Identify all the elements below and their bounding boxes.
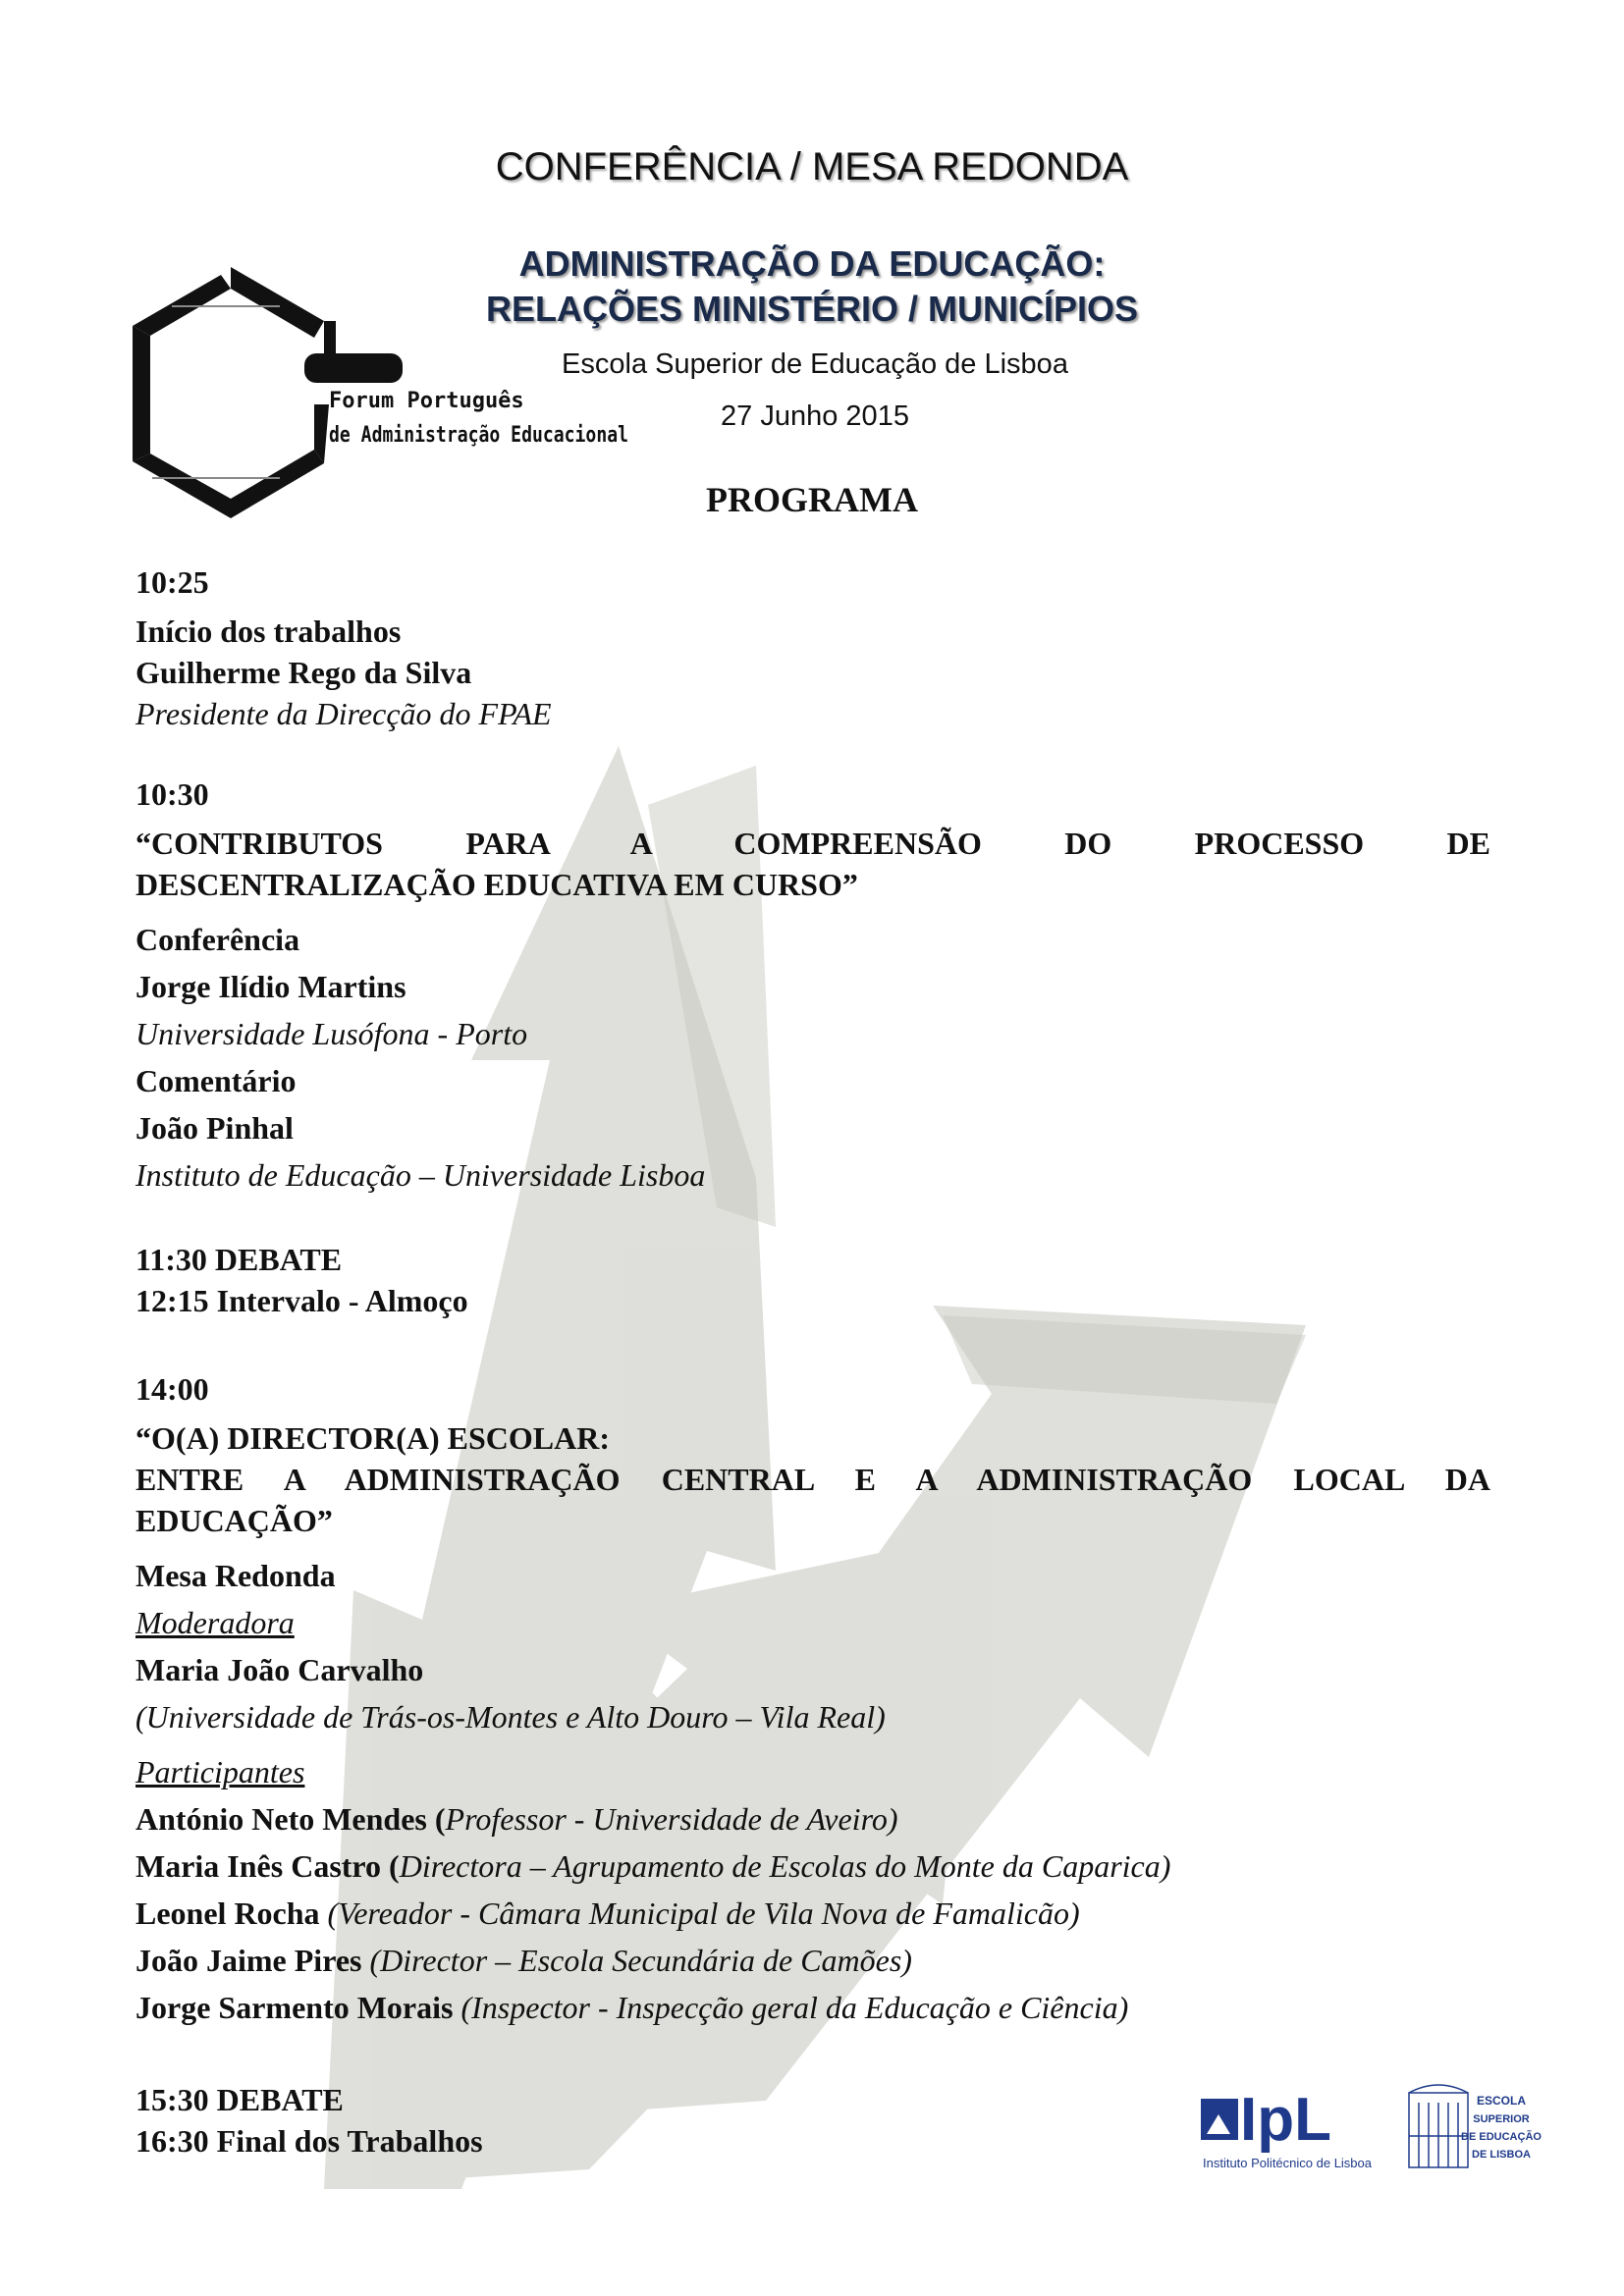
programa-heading: PROGRAMA [706, 480, 918, 519]
session-3-title-line1: “O(A) DIRECTOR(A) ESCOLAR: [135, 1420, 610, 1456]
participants-label: Participantes [135, 1754, 305, 1789]
final-session: 16:30 Final dos Trabalhos [135, 2123, 483, 2159]
participant-open: ( [426, 1801, 446, 1837]
participant-item [135, 1987, 1490, 2028]
ipl-name: Instituto Politécnico de Lisboa [1203, 2156, 1372, 2170]
session-2-comment-speaker: João Pinhal [135, 1110, 294, 1146]
session-3-title-line2: ENTRE A ADMINISTRAÇÃO CENTRAL E A ADMINISTRAÇÃO LOCAL DA [135, 1462, 1490, 1497]
participant-role: (Vereador - Câmara Municipal de Vila Nova de Famalicão) [327, 1896, 1080, 1931]
fpae-logo-line1: Forum Português [329, 389, 524, 413]
subtitle-line1: ADMINISTRAÇÃO DA EDUCAÇÃO: [518, 243, 1106, 284]
participant-item [135, 1845, 1490, 1887]
session-1-role: Presidente da Direcção do FPAE [135, 696, 552, 731]
participant-item [135, 1940, 1490, 1981]
session-2-title-line1: “CONTRIBUTOS PARA A COMPREENSÃO DO PROCESSO DE [135, 826, 1490, 861]
moderator-name: Maria João Carvalho [135, 1652, 424, 1687]
participant-name: Leonel Rocha [135, 1896, 320, 1931]
eselx-line1: ESCOLA [1476, 2094, 1527, 2108]
session-2-conference-speaker: Jorge Ilídio Martins [135, 969, 406, 1004]
participant-open [320, 1896, 328, 1931]
break-1 [135, 1239, 1490, 1321]
participants-list [135, 1798, 1490, 2028]
eselx-line4: DE LISBOA [1472, 2149, 1531, 2161]
session-3 [135, 1368, 1490, 2034]
lunch-break: 12:15 Intervalo - Almoço [135, 1283, 468, 1318]
participant-name: João Jaime Pires [135, 1943, 362, 1978]
participant-item [135, 1798, 1490, 1840]
session-3-title-line3: EDUCAÇÃO” [135, 1503, 333, 1538]
participant-open: ( [381, 1848, 400, 1884]
event-date: 27 Junho 2015 [721, 400, 909, 432]
session-1 [135, 561, 1490, 734]
page-title: CONFERÊNCIA / MESA REDONDA [495, 145, 1129, 188]
participant-name: António Neto Mendes [135, 1801, 427, 1837]
debate-1: 11:30 DEBATE [135, 1242, 343, 1277]
session-2-conference-label: Conferência [135, 922, 300, 957]
session-2 [135, 774, 1490, 1196]
participant-role: (Director – Escola Secundária de Camões) [369, 1943, 912, 1978]
venue: Escola Superior de Educação de Lisboa [562, 348, 1068, 380]
session-1-time: 10:25 [135, 564, 209, 600]
session-2-comment-affiliation: Instituto de Educação – Universidade Lisboa [135, 1157, 706, 1193]
session-2-comment-label: Comentário [135, 1063, 297, 1098]
participant-name: Jorge Sarmento Morais [135, 1990, 454, 2025]
participant-role: Professor - Universidade de Aveiro) [445, 1801, 898, 1837]
ipl-logo [1201, 2079, 1542, 2177]
session-1-title: Início dos trabalhos [135, 614, 402, 649]
session-2-time: 10:30 [135, 776, 209, 812]
debate-2: 15:30 DEBATE [135, 2082, 344, 2117]
session-1-speaker: Guilherme Rego da Silva [135, 655, 472, 690]
participant-role: (Inspector - Inspecção geral da Educação e Ciência) [460, 1990, 1129, 2025]
moderator-label: Moderadora [135, 1605, 295, 1640]
eselx-line2: SUPERIOR [1473, 2113, 1530, 2125]
eselx-line3: DE EDUCAÇÃO [1461, 2131, 1542, 2143]
eselx-building-icon [1409, 2085, 1468, 2167]
ipl-mark: IpL [1240, 2086, 1331, 2154]
session-3-time: 14:00 [135, 1371, 209, 1407]
fpae-logo-line2: de Administração Educacional [329, 423, 628, 448]
moderator-affiliation: (Universidade de Trás-os-Montes e Alto Douro – Vila Real) [135, 1699, 886, 1735]
session-2-conference-affiliation: Universidade Lusófona - Porto [135, 1016, 528, 1051]
participant-role: Directora – Agrupamento de Escolas do Monte da Caparica) [399, 1848, 1171, 1884]
participant-item [135, 1893, 1490, 1934]
participant-name: Maria Inês Castro [135, 1848, 382, 1884]
session-3-format: Mesa Redonda [135, 1558, 336, 1593]
session-2-title-line2: DESCENTRALIZAÇÃO EDUCATIVA EM CURSO” [135, 867, 858, 902]
subtitle-line2: RELAÇÕES MINISTÉRIO / MUNICÍPIOS [485, 289, 1139, 329]
